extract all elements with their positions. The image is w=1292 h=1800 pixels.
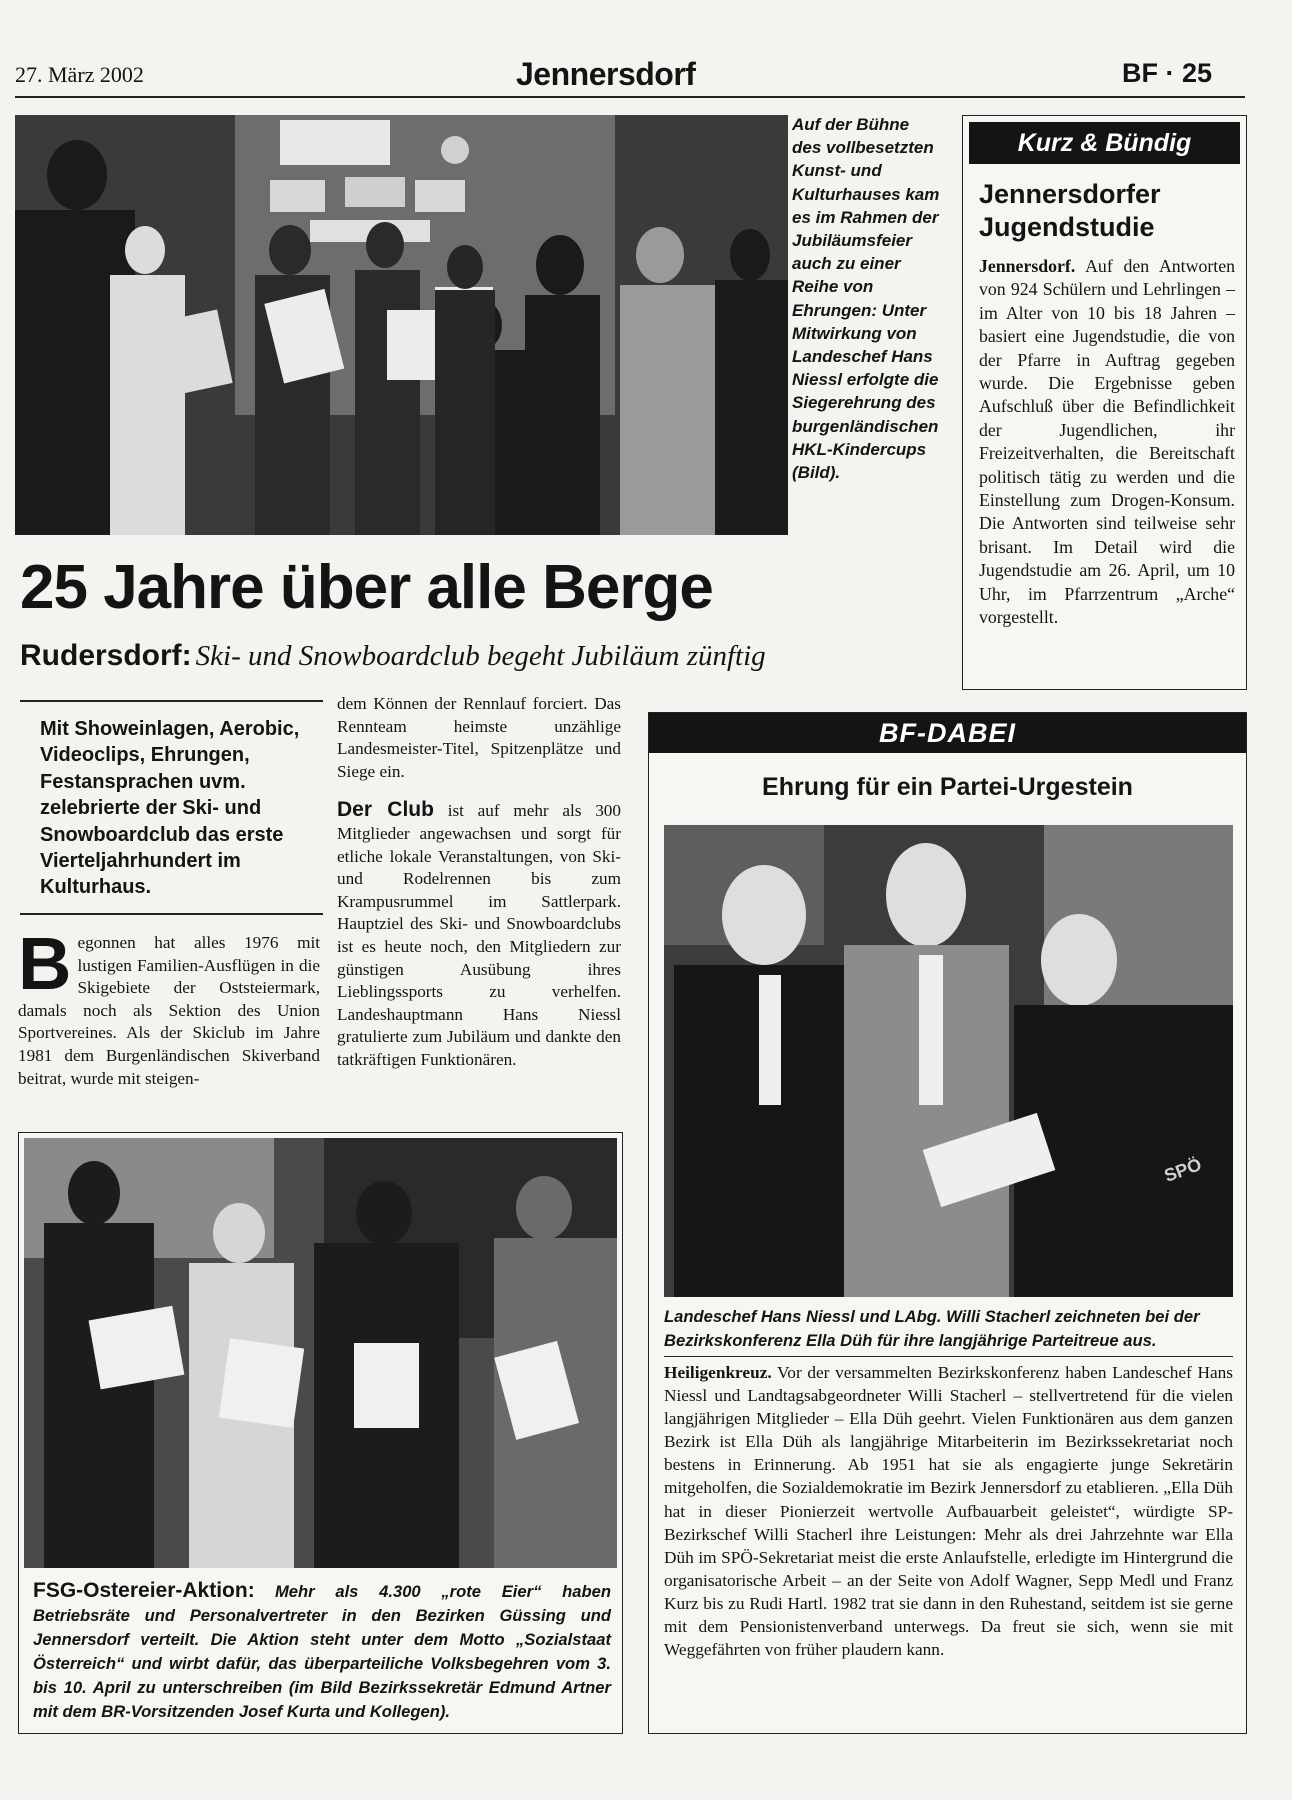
article-col2-lead: Der Club [337,798,434,822]
fsg-text: Mehr als 4.300 „rote Eier“ haben Betriebsräte und Personalvertreter in den Bezirken Güssing und Jennersdorf verteilt. Die Aktion steht unter dem Motto „Sozialstaat Österreich“ und wirbt dafür, das überparteiliche Volksbegehren vom 3. bis 10. April zu unterschreiben (im Bild Bezirkssekretär Edmund Artner mit dem BR-Vorsitzenden Josef Kurta und Kollegen). [33,1582,611,1721]
top-photo-caption: Auf der Bühne des vollbesetzten Kunst- und Kulturhauses kam es im Rahmen der Jubiläumsfeier auch zu einer Reihe von Ehrungen: Unter Mitwirkung von Landeschef Hans Niessl erfolgte die Siegerehrung des burgenländischen HKL-Kindercups (Bild). [792,115,940,483]
dabei-photo-illustration [664,825,1233,1297]
kurz-body [979,255,1235,630]
main-subheadline [20,639,766,673]
dabei-lead: Heiligenkreuz. [664,1363,772,1382]
teaser-top-rule [20,700,323,702]
page-number: BF · 25 [1122,58,1213,88]
bf-dabei-bar: BF-DABEI [649,713,1246,753]
article-column-1 [18,922,320,1090]
award-ceremony-illustration [15,115,788,535]
dabei-caption-rule [664,1356,1233,1357]
drop-cap: B [18,922,72,1005]
header-rule [15,96,1245,98]
subheadline-text: Ski- und Snowboardclub begeht Jubiläum zünftig [195,640,766,672]
dabei-body [664,1361,1233,1661]
article-col1-text: egonnen hat alles 1976 mit lustigen Familien-Ausflügen in die Skigebiete der Oststeiermark, damals noch als Sektion des Union Sportvereines. Als der Skiclub im Jahre 1981 dem Burgenländischen Skiverband beitrat, wurde mit steigen- [18,933,320,1088]
article-column-2 [337,693,621,1072]
dabei-text: Vor der versammelten Bezirkskonferenz haben Landeschef Hans Niessl und Landtagsabgeordneter Willi Stacherl – stellvertretend für die vielen langjährigen Mitglieder – Ella Düh geehrt. Vielen Funktionären aus dem ganzen Bezirk ist Ella Düh als langjährige Mitarbeiterin im Bezirkssekretariat noch bestens in Erinnerung. Ab 1951 hat sie als engagierte junge Sekretärin mitgeholfen, die Sozialdemokratie im Bezirk Jennersdorf zu etablieren. „Ella Düh hat in dieser Pionierzeit wertvolle Aufbauarbeit geleistet“, würdigte SP-Bezirkschef Willi Stacherl ihre Leistungen: Mehr als drei Jahrzehnte war Ella Düh im SPÖ-Sekretariat meist die erste Anlaufstelle, erledigte im Hintergrund die organisatorische Arbeit – an der Seite von Adolf Wagner, Sepp Medl und Franz Kurz bis zu Rudi Hartl. 1982 trat sie dann in den Ruhestand, seitdem ist sie gerne mit dem Pensionistenverband unterwegs. Da freut sie sich, wenn sie mit Weggefährten von früher plaudern kann. [664,1363,1233,1660]
fsg-lead: FSG-Ostereier-Aktion: [33,1579,255,1602]
teaser-text: Mit Showeinlagen, Aerobic, Videoclips, Ehrungen, Festansprachen uvm. zelebrierte der Ski- und Snowboardclub das erste Vierteljahrhundert im Kulturhaus. [40,718,300,899]
article-col2-paragraph [337,799,621,1071]
dabei-photo-caption: Landeschef Hans Niessl und LAbg. Willi Stacherl zeichneten bei der Bezirkskonferenz Ella Düh für ihre langjährige Parteitreue aus. [664,1307,1200,1350]
article-col2-text-a: dem Können der Rennlauf forciert. Das Rennteam heimste unzählige Landesmeister-Titel, Spitzenplätze und Siege ein. [337,694,621,781]
article-col2-text-b: ist auf mehr als 300 Mitglieder angewachsen und sorgt für etliche lokale Veranstaltungen, von Ski- und Rodelrennen bis zum Krampusrummel im Sattlerpark. Hauptziel des Ski- und Snowboardclubs ist es heute noch, den Mitgliedern zur günstigen Ausübung ihres Lieblingssports zu verhelfen. Landeshauptmann Hans Niessl gratulierte zum Jubiläum und dankte den tatkräftigen Funktionären. [337,801,621,1069]
dabei-title: Ehrung für ein Partei-Urgestein [762,773,1133,801]
spoe-sign: SPÖ [1161,1154,1205,1186]
kurz-buendig-bar: Kurz & Bündig [969,122,1240,164]
dabei-photo [664,825,1233,1297]
award-ceremony-photo [15,115,788,535]
kurz-buendig-box [962,115,1247,690]
fsg-photo-illustration [24,1138,617,1568]
section-title: Jennersdorf [516,56,696,92]
kurz-lead: Jennersdorf. [979,256,1076,276]
subheadline-place: Rudersdorf: [20,639,192,672]
fsg-caption [33,1579,611,1724]
fsg-photo [24,1138,617,1568]
fsg-box [18,1132,623,1734]
kurz-text: Auf den Antworten von 924 Schülern und Lehrlingen – im Alter von 10 bis 18 Jahren – basiert eine Jugendstudie, die von der Pfarre in Auftrag gegeben wurde. Die Ergebnisse geben Aufschluß über die Befindlichkeit der Jugendlichen, ihr Freizeitverhalten, die Bereitschaft politisch tätig zu werden und die Einstellung zum Drogen-Konsum. Die Antworten sind teilweise sehr brisant. Im Detail wird die Jugendstudie am 26. April, um 10 Uhr, im Pfarrzentrum „Arche“ vorgestellt. [979,256,1235,628]
teaser-bottom-rule [20,913,323,915]
kurz-title: Jennersdorfer Jugendstudie [979,179,1161,242]
bf-dabei-box [648,712,1247,1734]
issue-date: 27. März 2002 [15,62,144,87]
main-headline: 25 Jahre über alle Berge [20,553,713,622]
